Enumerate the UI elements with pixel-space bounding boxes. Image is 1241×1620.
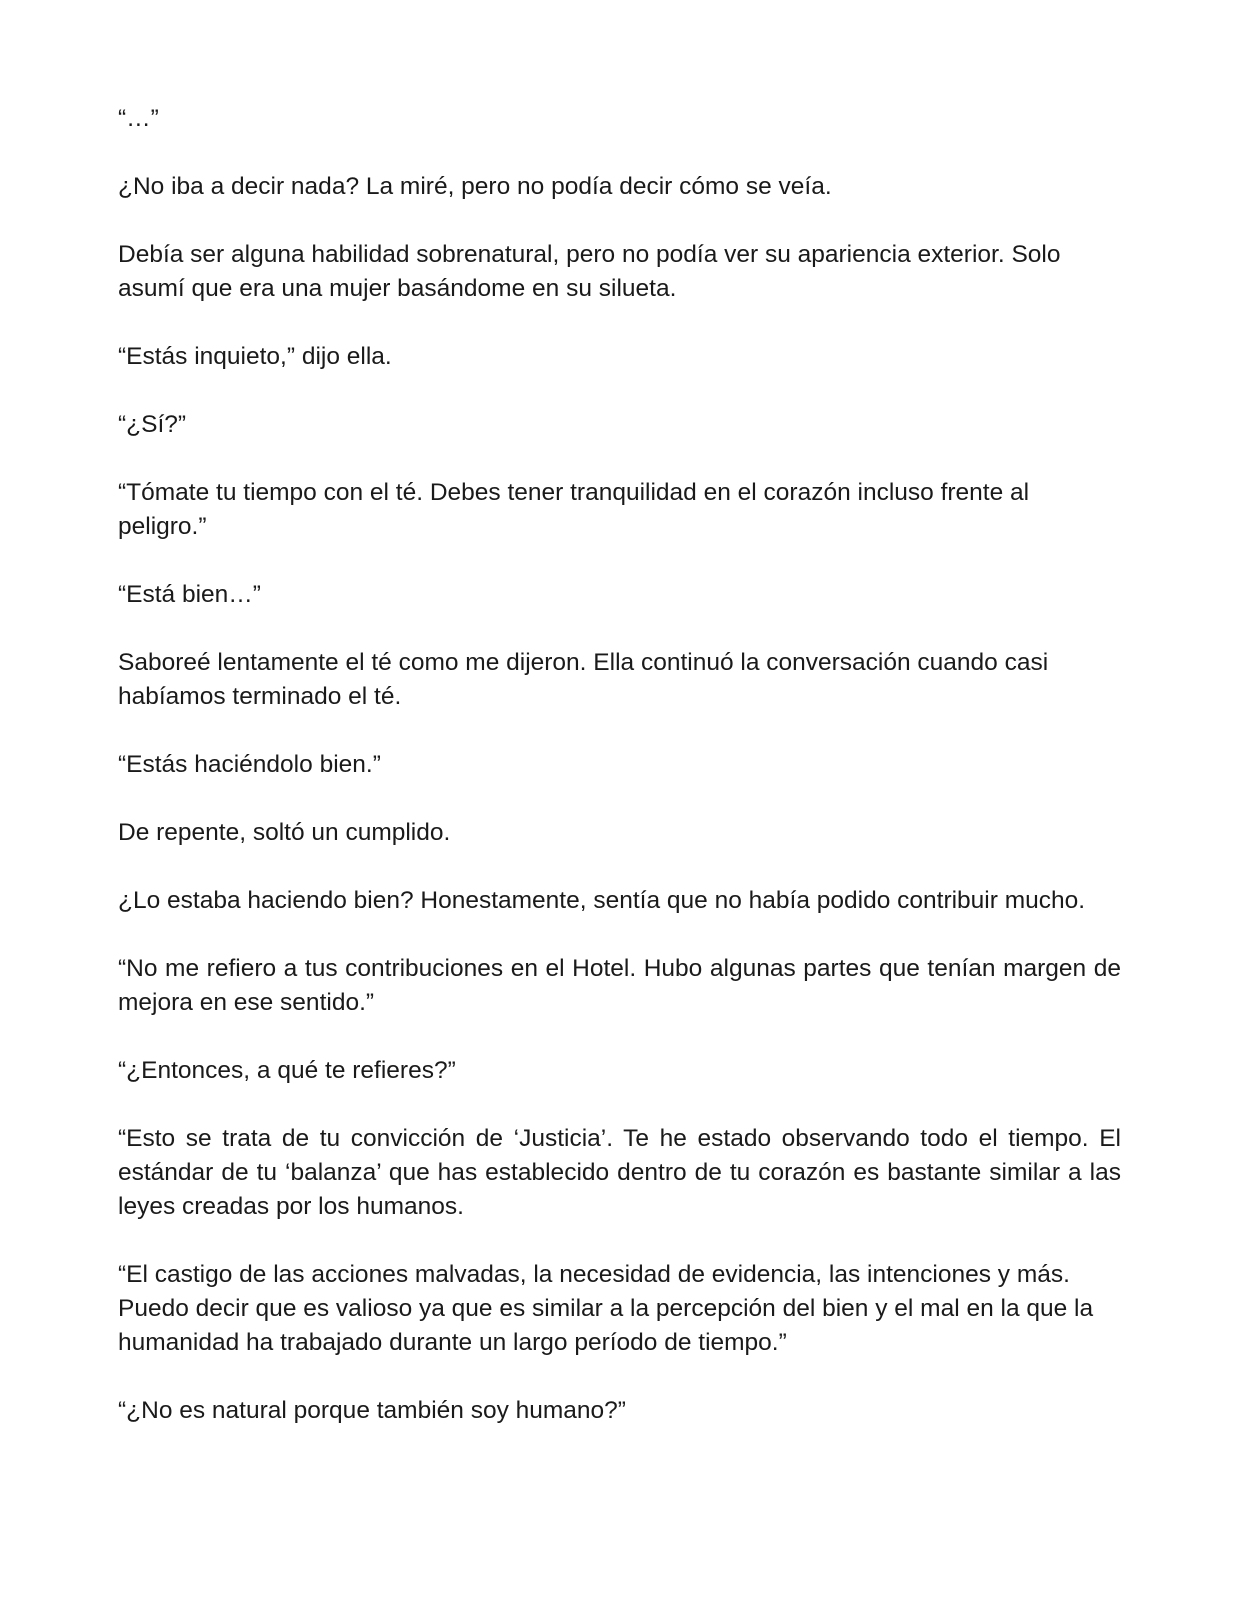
document-page <box>118 102 1121 1462</box>
paragraph-contribuciones-hotel: “No me refiero a tus contribuciones en el Hotel. Hubo algunas partes que tenían margen de mejora en ese sentido.” <box>118 955 1121 1016</box>
paragraph-habilidad-sobrenatural: Debía ser alguna habilidad sobrenatural, pero no podía ver su apariencia exterior. Solo asumí que era una mujer basándome en su silueta. <box>118 241 1061 302</box>
paragraph-entonces: “¿Entonces, a qué te refieres?” <box>118 1057 456 1084</box>
paragraph-esta-bien: “Está bien…” <box>118 581 261 608</box>
paragraph-no-iba-a-decir: ¿No iba a decir nada? La miré, pero no podía decir cómo se veía. <box>118 173 832 200</box>
paragraph-ellipsis-quote: “…” <box>118 105 159 132</box>
paragraph-cumplido: De repente, soltó un cumplido. <box>118 819 451 846</box>
paragraph-conviccion-justicia: “Esto se trata de tu convicción de ‘Justicia’. Te he estado observando todo el tiempo. El estándar de tu ‘balanza’ que has establecido dentro de tu corazón es bastante similar a las leyes creadas por los humanos. <box>118 1125 1121 1220</box>
paragraph-saboree-el-te: Saboreé lentamente el té como me dijeron. Ella continuó la conversación cuando casi habíamos terminado el té. <box>118 649 1049 710</box>
paragraph-estas-haciendolo-bien: “Estás haciéndolo bien.” <box>118 751 381 778</box>
paragraph-lo-estaba-haciendo-bien: ¿Lo estaba haciendo bien? Honestamente, sentía que no había podido contribuir mucho. <box>118 887 1086 914</box>
paragraph-tomate-tu-tiempo: “Tómate tu tiempo con el té. Debes tener tranquilidad en el corazón incluso frente al peligro.” <box>118 479 1030 540</box>
paragraph-castigo-acciones: “El castigo de las acciones malvadas, la necesidad de evidencia, las intenciones y más. Puedo decir que es valioso ya que es similar a la percepción del bien y el mal en la que la humanidad ha trabajado durante un largo período de tiempo.” <box>118 1261 1094 1356</box>
paragraph-estas-inquieto: “Estás inquieto,” dijo ella. <box>118 343 392 370</box>
paragraph-soy-humano: “¿No es natural porque también soy humano?” <box>118 1397 626 1424</box>
paragraph-si: “¿Sí?” <box>118 411 187 438</box>
